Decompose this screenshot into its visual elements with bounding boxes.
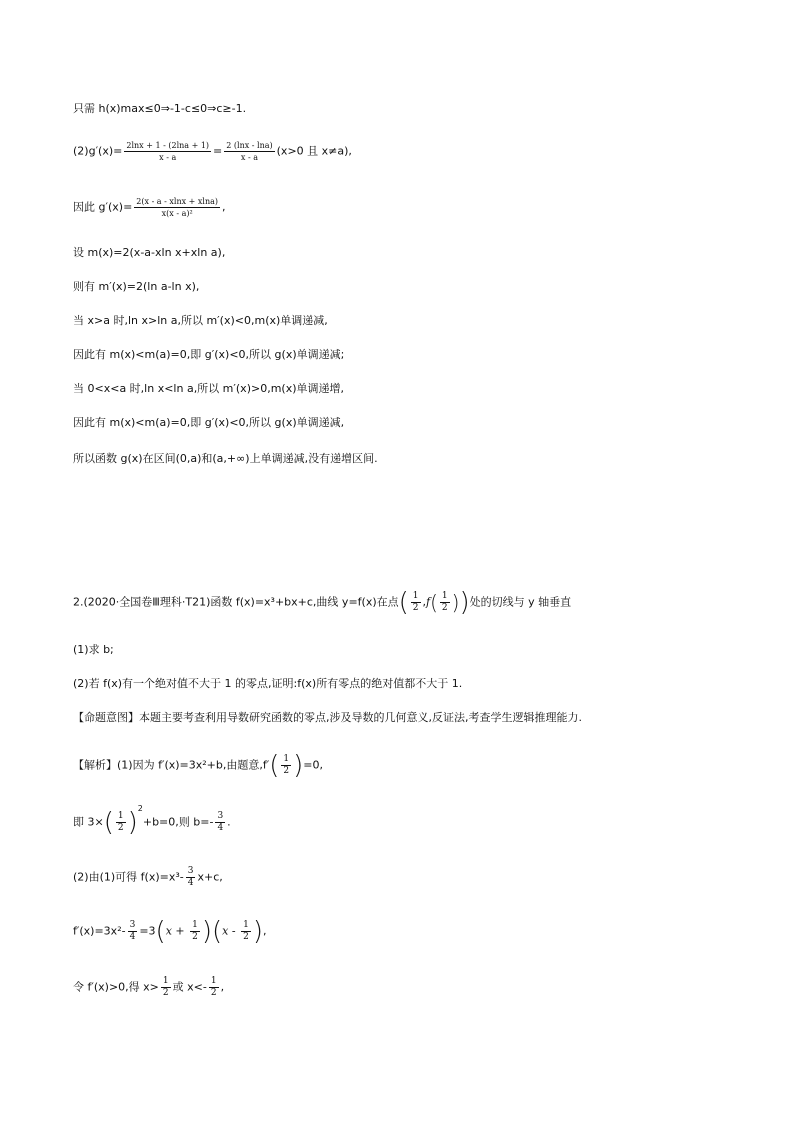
intent: 【命题意图】本题主要考查利用导数研究函数的零点,涉及导数的几何意义,反证法,考查学生逻辑推理能力. bbox=[73, 711, 582, 724]
line-1: 只需 h(x)max≤0⇒-1-c≤0⇒c≥-1. bbox=[73, 102, 247, 115]
numerator: 1 bbox=[441, 591, 448, 601]
numerator: 2lnx + 1 - (2lna + 1) bbox=[126, 141, 210, 150]
denominator: 4 bbox=[129, 932, 136, 942]
paren: ( bbox=[103, 807, 114, 838]
text: 处的切线与 y 轴垂直 bbox=[469, 595, 572, 609]
numerator: 1 bbox=[283, 754, 290, 764]
problem-2-statement: 2.(2020·全国卷Ⅲ理科·T21)函数 f(x)=x³+bx+c,曲线 y=f(x)在点( $\frac{1}{2}$ ,f( $\frac{1}{2}$ ))处的切线与 y 轴垂直 bbox=[73, 587, 572, 618]
text: +b=0,则 b=- bbox=[142, 815, 214, 829]
text: 或 x<- bbox=[172, 980, 207, 994]
numerator: 1 bbox=[162, 976, 169, 986]
numerator: 1 bbox=[192, 920, 198, 930]
paren: ) bbox=[252, 916, 263, 947]
numerator: 1 bbox=[117, 811, 124, 821]
fraction bbox=[186, 866, 196, 889]
denominator: 4 bbox=[217, 823, 224, 833]
text: x - bbox=[222, 924, 240, 938]
exponent: 2 bbox=[137, 803, 143, 813]
denominator: 2 bbox=[283, 766, 290, 776]
numerator: 2 (lnx - lna) bbox=[226, 141, 273, 150]
denominator: 2 bbox=[117, 823, 124, 833]
text: x+c, bbox=[197, 870, 223, 884]
paren: ( bbox=[398, 587, 409, 618]
numerator: 2(x - a - xlnx + xlna) bbox=[136, 197, 219, 206]
numerator: 3 bbox=[187, 866, 194, 876]
line-5: 则有 m′(x)=2(ln a-ln x), bbox=[73, 280, 200, 293]
text: 即 3× bbox=[73, 815, 104, 829]
denominator: x(x - a)² bbox=[161, 209, 193, 218]
fraction bbox=[224, 140, 274, 163]
line-8: 当 0<x<a 时,ln x<ln a,所以 m′(x)>0,m(x)单调递增, bbox=[73, 382, 345, 395]
fraction bbox=[128, 920, 138, 943]
paren: ( bbox=[212, 916, 223, 947]
paren: ) bbox=[127, 807, 138, 838]
denominator: 2 bbox=[412, 603, 419, 613]
fraction bbox=[209, 976, 219, 999]
paren: ) bbox=[459, 587, 470, 618]
denominator: 2 bbox=[210, 988, 217, 998]
answer-5 bbox=[73, 976, 224, 999]
paren: ) bbox=[451, 590, 460, 615]
numerator: 1 bbox=[210, 976, 217, 986]
numerator: 1 bbox=[243, 920, 249, 930]
text: 因此 g′(x)= bbox=[73, 200, 133, 214]
fraction bbox=[281, 754, 291, 777]
text: =3 bbox=[139, 924, 156, 938]
fraction bbox=[411, 591, 421, 614]
numerator: 3 bbox=[129, 920, 136, 930]
fraction bbox=[116, 811, 126, 834]
denominator: x - a bbox=[159, 153, 177, 162]
line-2: (2)g′(x)= $\frac{2\ln x + 1 - (2\ln a + 1)}{x - a}$ = $\frac{2 (\ln x - \ln a)}{x - a}$ (x>0 且 x≠a), bbox=[73, 141, 352, 162]
text: (x>0 且 x≠a), bbox=[276, 144, 352, 158]
text: , bbox=[220, 980, 225, 994]
line-7: 因此有 m(x)<m(a)=0,即 g′(x)<0,所以 g(x)单调递减; bbox=[73, 348, 345, 361]
denominator: 2 bbox=[243, 932, 249, 942]
text: 2.(2020·全国卷Ⅲ理科·T21)函数 f(x)=x³+bx+c,曲线 y=f(x)在点 bbox=[73, 595, 399, 609]
question-1: (1)求 b; bbox=[73, 643, 114, 656]
fraction bbox=[124, 140, 211, 163]
paren: ( bbox=[155, 916, 166, 947]
text: f′(x)=3x²- bbox=[73, 924, 126, 938]
text: . bbox=[227, 815, 231, 829]
text: x + bbox=[165, 924, 189, 938]
paren: ) bbox=[293, 750, 304, 781]
text: (2)由(1)可得 f(x)=x³- bbox=[73, 870, 184, 884]
fraction bbox=[190, 920, 200, 943]
fraction bbox=[440, 591, 450, 614]
line-6: 当 x>a 时,ln x>ln a,所以 m′(x)<0,m(x)单调递减, bbox=[73, 314, 328, 327]
numerator: 1 bbox=[412, 591, 419, 601]
text: 令 f′(x)>0,得 x> bbox=[73, 980, 159, 994]
line-9: 因此有 m(x)<m(a)=0,即 g′(x)<0,所以 g(x)单调递减, bbox=[73, 416, 345, 429]
fraction bbox=[241, 920, 251, 943]
answer-3 bbox=[73, 866, 223, 889]
denominator: 4 bbox=[187, 878, 194, 888]
fraction bbox=[215, 811, 225, 834]
text: , bbox=[262, 924, 267, 938]
denominator: 2 bbox=[162, 988, 169, 998]
answer-1 bbox=[73, 750, 324, 781]
paren: ) bbox=[201, 916, 212, 947]
text: =0, bbox=[303, 758, 324, 772]
line-3: 因此 g′(x)= $\frac{2(x - a - xlnx + xlna)}{\text{x(x - a)²}}$ , bbox=[73, 197, 226, 218]
denominator: 2 bbox=[441, 603, 448, 613]
numerator: 3 bbox=[217, 811, 224, 821]
fraction bbox=[134, 196, 220, 219]
paren: ( bbox=[430, 590, 438, 615]
line-10: 所以函数 g(x)在区间(0,a)和(a,+∞)上单调递减,没有递增区间. bbox=[73, 452, 378, 465]
denominator: 2 bbox=[192, 932, 198, 942]
fraction bbox=[161, 976, 171, 999]
question-2: (2)若 f(x)有一个绝对值不大于 1 的零点,证明:f(x)所有零点的绝对值都不大于 1. bbox=[73, 677, 463, 690]
text: (2)g′(x)= bbox=[73, 144, 123, 158]
answer-2 bbox=[73, 803, 231, 838]
answer-4 bbox=[73, 916, 267, 947]
line-4: 设 m(x)=2(x-a-xln x+xln a), bbox=[73, 246, 226, 259]
paren: ( bbox=[269, 750, 280, 781]
denominator: x - a bbox=[240, 153, 258, 162]
text: 【解析】(1)因为 f′(x)=3x²+b,由题意,f′ bbox=[73, 758, 270, 772]
